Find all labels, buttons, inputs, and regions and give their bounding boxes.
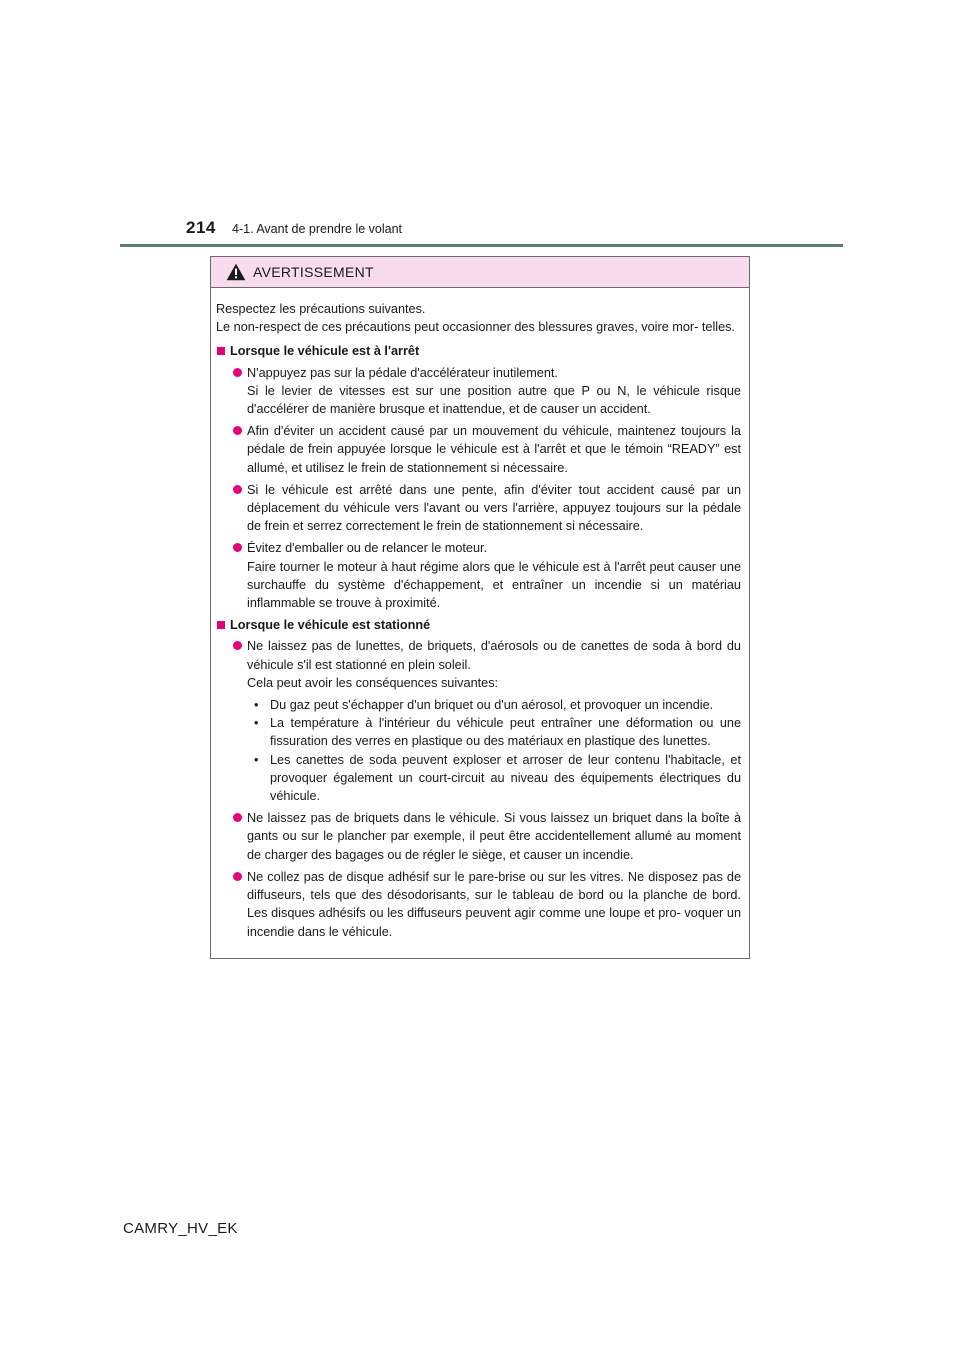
sub-list-item — [254, 696, 741, 714]
bullet-text: Évitez d'emballer ou de relancer le moteur. — [247, 541, 488, 556]
page-number: 214 — [186, 218, 216, 237]
bullet-text: N'appuyez pas sur la pédale d'accélérateur inutilement. — [247, 365, 558, 380]
bullet-item — [233, 868, 741, 941]
intro-line: Le non-respect de ces précautions peut occasionner des blessures graves, voire mor- telles. — [216, 320, 736, 335]
sub-list — [247, 696, 741, 805]
sub-bullet-icon: • — [254, 752, 259, 767]
bullet-item — [233, 637, 741, 805]
square-bullet-icon — [217, 347, 225, 355]
round-bullet-icon — [233, 543, 242, 552]
warning-triangle-icon — [226, 263, 246, 281]
round-bullet-icon — [233, 368, 242, 377]
sub-list-item — [254, 714, 741, 750]
section-title: 4-1. Avant de prendre le volant — [232, 222, 403, 236]
intro-line: Respectez les précautions suivantes. — [216, 302, 426, 316]
warning-body — [211, 288, 749, 941]
section-heading — [216, 616, 741, 634]
bullet-text: Ne collez pas de disque adhésif sur le pare-brise ou sur les vitres. Ne disposez pas de diffuseurs, tels que des désodorisants, sur le tableau de bord ou la planche de bord. Les disques adhésifs ou les diffuseurs peuvent agir comme une loupe et pro- voquer un incendie dans le véhicule. — [247, 869, 741, 939]
section-heading-text: Lorsque le véhicule est à l'arrêt — [230, 344, 420, 359]
bullet-text: Si le levier de vitesses est sur une position autre que P ou N, le véhicule risque d'accélérer de manière brusque et inattendue, et de causer un accident. — [247, 383, 741, 417]
bullet-text: Ne laissez pas de lunettes, de briquets, d'aérosols ou de canettes de soda à bord du véhicule s'il est stationné en plein soleil. — [247, 639, 741, 672]
bullet-text: Faire tourner le moteur à haut régime alors que le véhicule est à l'arrêt peut causer une surchauffe du système d'échappement, et entraîner un incendie si un matériau inflammable se trouve à proximité. — [247, 559, 741, 611]
square-bullet-icon — [217, 621, 225, 629]
bullet-item — [233, 422, 741, 477]
round-bullet-icon — [233, 872, 242, 881]
section-heading-text: Lorsque le véhicule est stationné — [230, 618, 431, 633]
warning-intro — [216, 300, 741, 336]
header-rule — [120, 244, 843, 247]
section-heading — [216, 342, 741, 360]
warning-header — [211, 257, 749, 288]
bullet-text: Afin d'éviter un accident causé par un mouvement du véhicule, maintenez toujours la pédale de frein appuyée lorsque le véhicule est à l'arrêt et que le témoin “READY” est allumé, et utilisez le frein de stationnement si nécessaire. — [247, 424, 741, 475]
sub-list-text: Les canettes de soda peuvent exploser et arroser de leur contenu l'habitacle, et provoquer également un court-circuit au niveau des équipements électriques du véhicule. — [270, 752, 741, 804]
sub-list-text: Du gaz peut s'échapper d'un briquet ou d'un aérosol, et provoquer un incendie. — [270, 698, 714, 713]
round-bullet-icon — [233, 813, 242, 822]
bullet-text: Ne laissez pas de briquets dans le véhicule. Si vous laissez un briquet dans la boîte à gants ou sur le plancher par exemple, il peut être accidentellement allumé au moment de charger des bagages ou de régler le siège, et causer un incendie. — [247, 811, 741, 862]
bullet-item — [233, 809, 741, 864]
bullet-text: Cela peut avoir les conséquences suivantes: — [247, 675, 499, 690]
bullet-item — [233, 481, 741, 536]
bullet-item — [233, 539, 741, 612]
sub-list-item — [254, 751, 741, 806]
bullet-item — [233, 364, 741, 419]
round-bullet-icon — [233, 485, 242, 494]
bullet-text: Si le véhicule est arrêté dans une pente, afin d'éviter tout accident causé par un déplacement du véhicule vers l'avant ou vers l'arrière, appuyez toujours sur la pédale de frein et serrez correctement le frein de stationnement si nécessaire. — [247, 482, 741, 534]
warning-box — [210, 256, 750, 959]
round-bullet-icon — [233, 641, 242, 650]
sub-bullet-icon: • — [254, 716, 259, 731]
footer-model-code: CAMRY_HV_EK — [123, 1220, 238, 1237]
round-bullet-icon — [233, 426, 242, 435]
sub-bullet-icon: • — [254, 698, 259, 713]
warning-title: AVERTISSEMENT — [253, 264, 374, 280]
sub-list-text: La température à l'intérieur du véhicule peut entraîner une déformation ou une fissuration des verres en plastique ou des matériaux en plastique des lunettes. — [270, 716, 741, 749]
